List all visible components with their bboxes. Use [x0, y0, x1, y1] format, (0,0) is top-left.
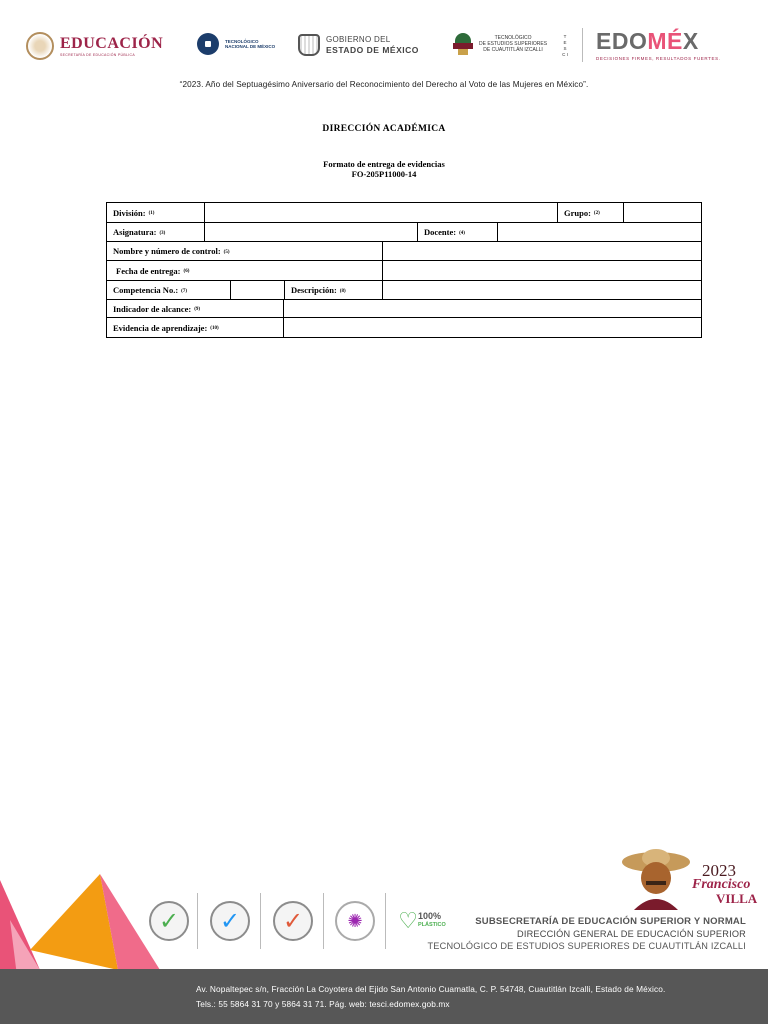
tecnologico-name: TECNOLÓGICO DE ESTUDIOS SUPERIORES DE CUAUTITLÁN IZCALLI: [427, 941, 746, 951]
footer-divider: [323, 893, 324, 949]
educacion-sub: SECRETARÍA DE EDUCACIÓN PÚBLICA: [60, 52, 135, 57]
competencia-label: Competencia No.: (7): [113, 285, 187, 295]
direccion-general: DIRECCIÓN GENERAL DE EDUCACIÓN SUPERIOR: [516, 929, 746, 939]
docente-label: Docente: (4): [417, 223, 497, 241]
descripcion-field[interactable]: [382, 281, 701, 299]
villa-year: 2023: [702, 861, 736, 880]
footer-divider: [385, 893, 386, 949]
form-row-division: [107, 203, 701, 222]
institution-block: [427, 916, 746, 951]
nombre-label: Nombre y número de control: (5): [113, 246, 230, 256]
plastic-free-label: PLÁSTICO: [417, 922, 446, 928]
division-label: División: (1): [113, 207, 155, 218]
cert-badge-2: [205, 896, 255, 946]
format-heading: [0, 159, 768, 179]
cert-badge-3: [268, 896, 318, 946]
format-code: FO-205P11000-14: [351, 169, 417, 179]
gobierno-line2: ESTADO DE MÉXICO: [326, 45, 419, 55]
shield-icon: [298, 34, 320, 56]
subsecretaria: SUBSECRETARÍA DE EDUCACIÓN SUPERIOR Y NORMAL: [475, 916, 746, 927]
format-name: Formato de entrega de evidencias: [323, 159, 445, 169]
fecha-label: Fecha de entrega: (6): [116, 265, 190, 276]
educacion-logo: [26, 32, 163, 60]
indicador-field[interactable]: [283, 300, 701, 317]
footer-address-block: [196, 982, 665, 1012]
year-legend: “2023. Año del Septuagésimo Aniversario del Reconocimiento del Derecho al Voto de las Mujeres en México”.: [179, 80, 589, 89]
form-row-nombre: [107, 241, 701, 260]
footer-address: Av. Nopaltepec s/n, Fracción La Coyotera del Ejido San Antonio Cuamatla, C. P. 54748, Cuautitlán Izcalli, Estado de México.: [196, 984, 666, 994]
heart-icon: ♡: [398, 908, 418, 934]
check-icon: ✓: [158, 907, 180, 935]
gobierno-logo: [298, 34, 419, 56]
inclusion-badge: [330, 896, 380, 946]
footer-divider: [260, 893, 261, 949]
edomex-wordmark: EDOMÉX: [596, 28, 699, 54]
footer-divider: [197, 893, 198, 949]
edomex-tagline: DECISIONES FIRMES, RESULTADOS FUERTES.: [596, 56, 721, 61]
plastic-free-pct: 100%: [417, 911, 441, 921]
gear-icon: [197, 33, 219, 55]
edomex-logo: [596, 30, 721, 61]
check-icon: ✓: [282, 907, 304, 935]
educacion-name: EDUCACIÓN: [60, 34, 164, 52]
document-title: DIRECCIÓN ACADÉMICA: [322, 124, 446, 134]
tecnm-line1: TECNOLÓGICO: [225, 39, 259, 44]
indicador-label: Indicador de alcance: (9): [113, 303, 201, 314]
tesci-logo: [453, 33, 547, 55]
villa-name-first: Francisco: [692, 877, 751, 892]
tesci-vertical: T E S C I: [562, 34, 568, 57]
gobierno-line1: GOBIERNO DEL: [326, 35, 391, 44]
descripcion-label: Descripción: (8): [284, 281, 382, 299]
form-row-asignatura: [107, 222, 701, 241]
asignatura-label: Asignatura: (3): [113, 227, 166, 237]
footer-contact: Tels.: 55 5864 31 70 y 5864 31 71. Pág. web: tesci.edomex.gob.mx: [196, 999, 450, 1009]
fecha-field[interactable]: [382, 261, 701, 280]
sep-seal-icon: [26, 32, 54, 60]
tesci-emblem-icon: [453, 33, 473, 55]
tesci-line1: TECNOLÓGICO: [494, 35, 532, 41]
grupo-field[interactable]: [623, 203, 701, 222]
evidence-form: [106, 202, 702, 338]
tesci-line3: DE CUAUTITLÁN IZCALLI: [483, 47, 543, 53]
competencia-field[interactable]: [230, 281, 284, 299]
form-row-evidencia: [107, 317, 701, 337]
header-divider: [582, 28, 583, 62]
nombre-field[interactable]: [382, 242, 701, 260]
tecnm-line2: NACIONAL DE MÉXICO: [225, 44, 276, 49]
tesci-line2: DE ESTUDIOS SUPERIORES: [479, 41, 548, 47]
check-icon: ✓: [219, 907, 241, 935]
people-icon: ✺: [347, 910, 363, 932]
cert-badge-1: [144, 896, 194, 946]
tecnm-logo: [197, 33, 275, 55]
division-field[interactable]: [204, 203, 557, 222]
asignatura-field[interactable]: [204, 223, 417, 241]
villa-name-last: VILLA: [716, 891, 758, 906]
docente-field[interactable]: [497, 223, 701, 241]
evidencia-field[interactable]: [283, 318, 701, 337]
grupo-label: Grupo: (2): [557, 203, 623, 222]
evidencia-label: Evidencia de aprendizaje: (10): [113, 322, 219, 333]
form-row-fecha: [107, 260, 701, 280]
form-row-competencia: [107, 280, 701, 299]
form-row-indicador: [107, 299, 701, 317]
